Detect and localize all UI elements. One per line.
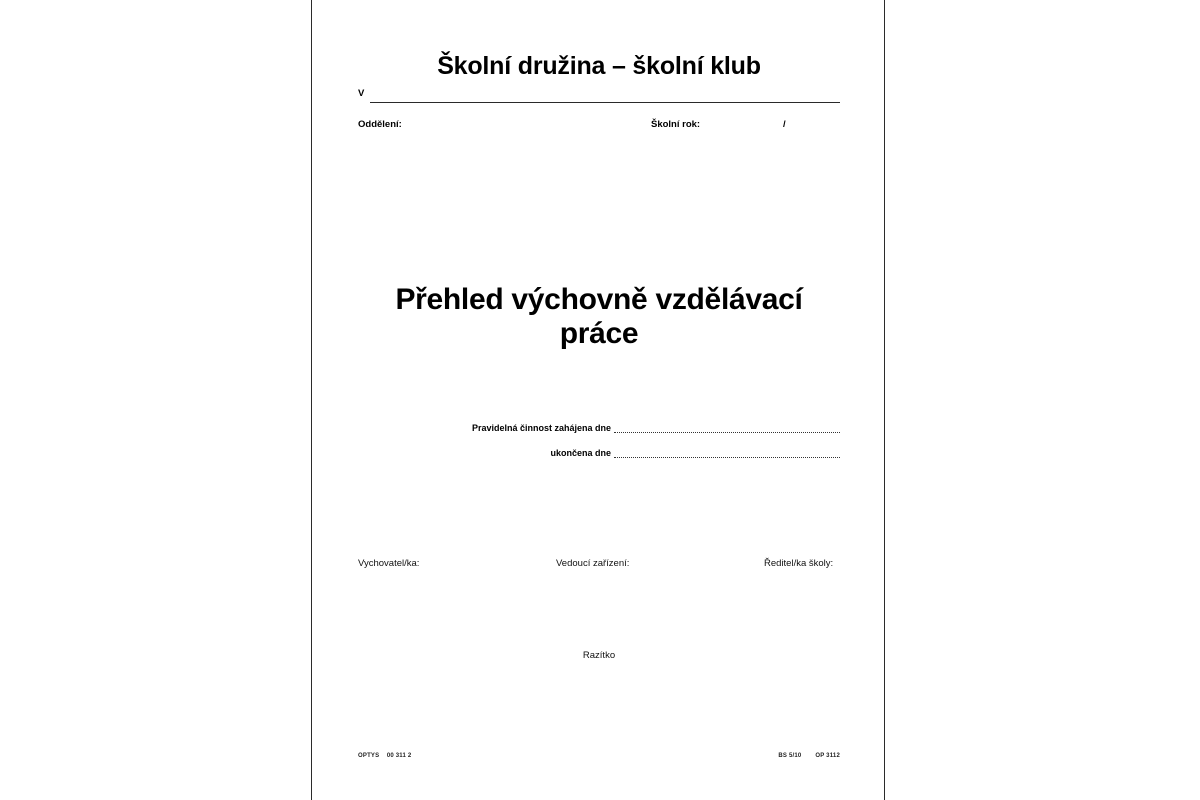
page-content [358,0,840,800]
activity-start-dotted-line [614,424,840,433]
footer-publisher-code: 00 311 2 [386,753,412,759]
footer-publisher-block [358,753,411,759]
document-footer [358,753,840,765]
activity-end-row [358,444,840,458]
signature-label-principal: Ředitel/ka školy: [764,558,834,569]
place-field-row [358,88,840,106]
place-label: V [358,88,365,99]
footer-form-code-right: OP 3112 [815,753,840,759]
footer-codes-block [766,753,840,759]
activity-start-label: Pravidelná činnost zahájena dne [471,423,611,433]
signature-label-educator: Vychovatel/ka: [358,558,420,569]
page-right-edge-rule [884,0,885,800]
activity-start-row [358,419,840,433]
footer-form-code-left: BS 5/10 [778,753,802,759]
footer-publisher: OPTYS [358,753,380,759]
signature-label-facility-head: Vedoucí zařízení: [556,558,630,569]
section-label: Oddělení: [358,119,402,130]
meta-field-row [358,119,840,135]
school-year-separator: / [783,119,786,130]
school-year-label: Školní rok: [651,119,701,130]
document-header-title: Školní družina – školní klub [437,52,761,80]
page-title: Přehled výchovně vzdělávací práce [395,283,803,350]
activity-end-dotted-line [614,449,840,458]
place-underline [370,102,840,103]
document-page [312,0,884,800]
stamp-label: Razítko [582,650,616,661]
activity-end-label: ukončena dne [550,448,611,458]
signature-row [358,558,840,572]
